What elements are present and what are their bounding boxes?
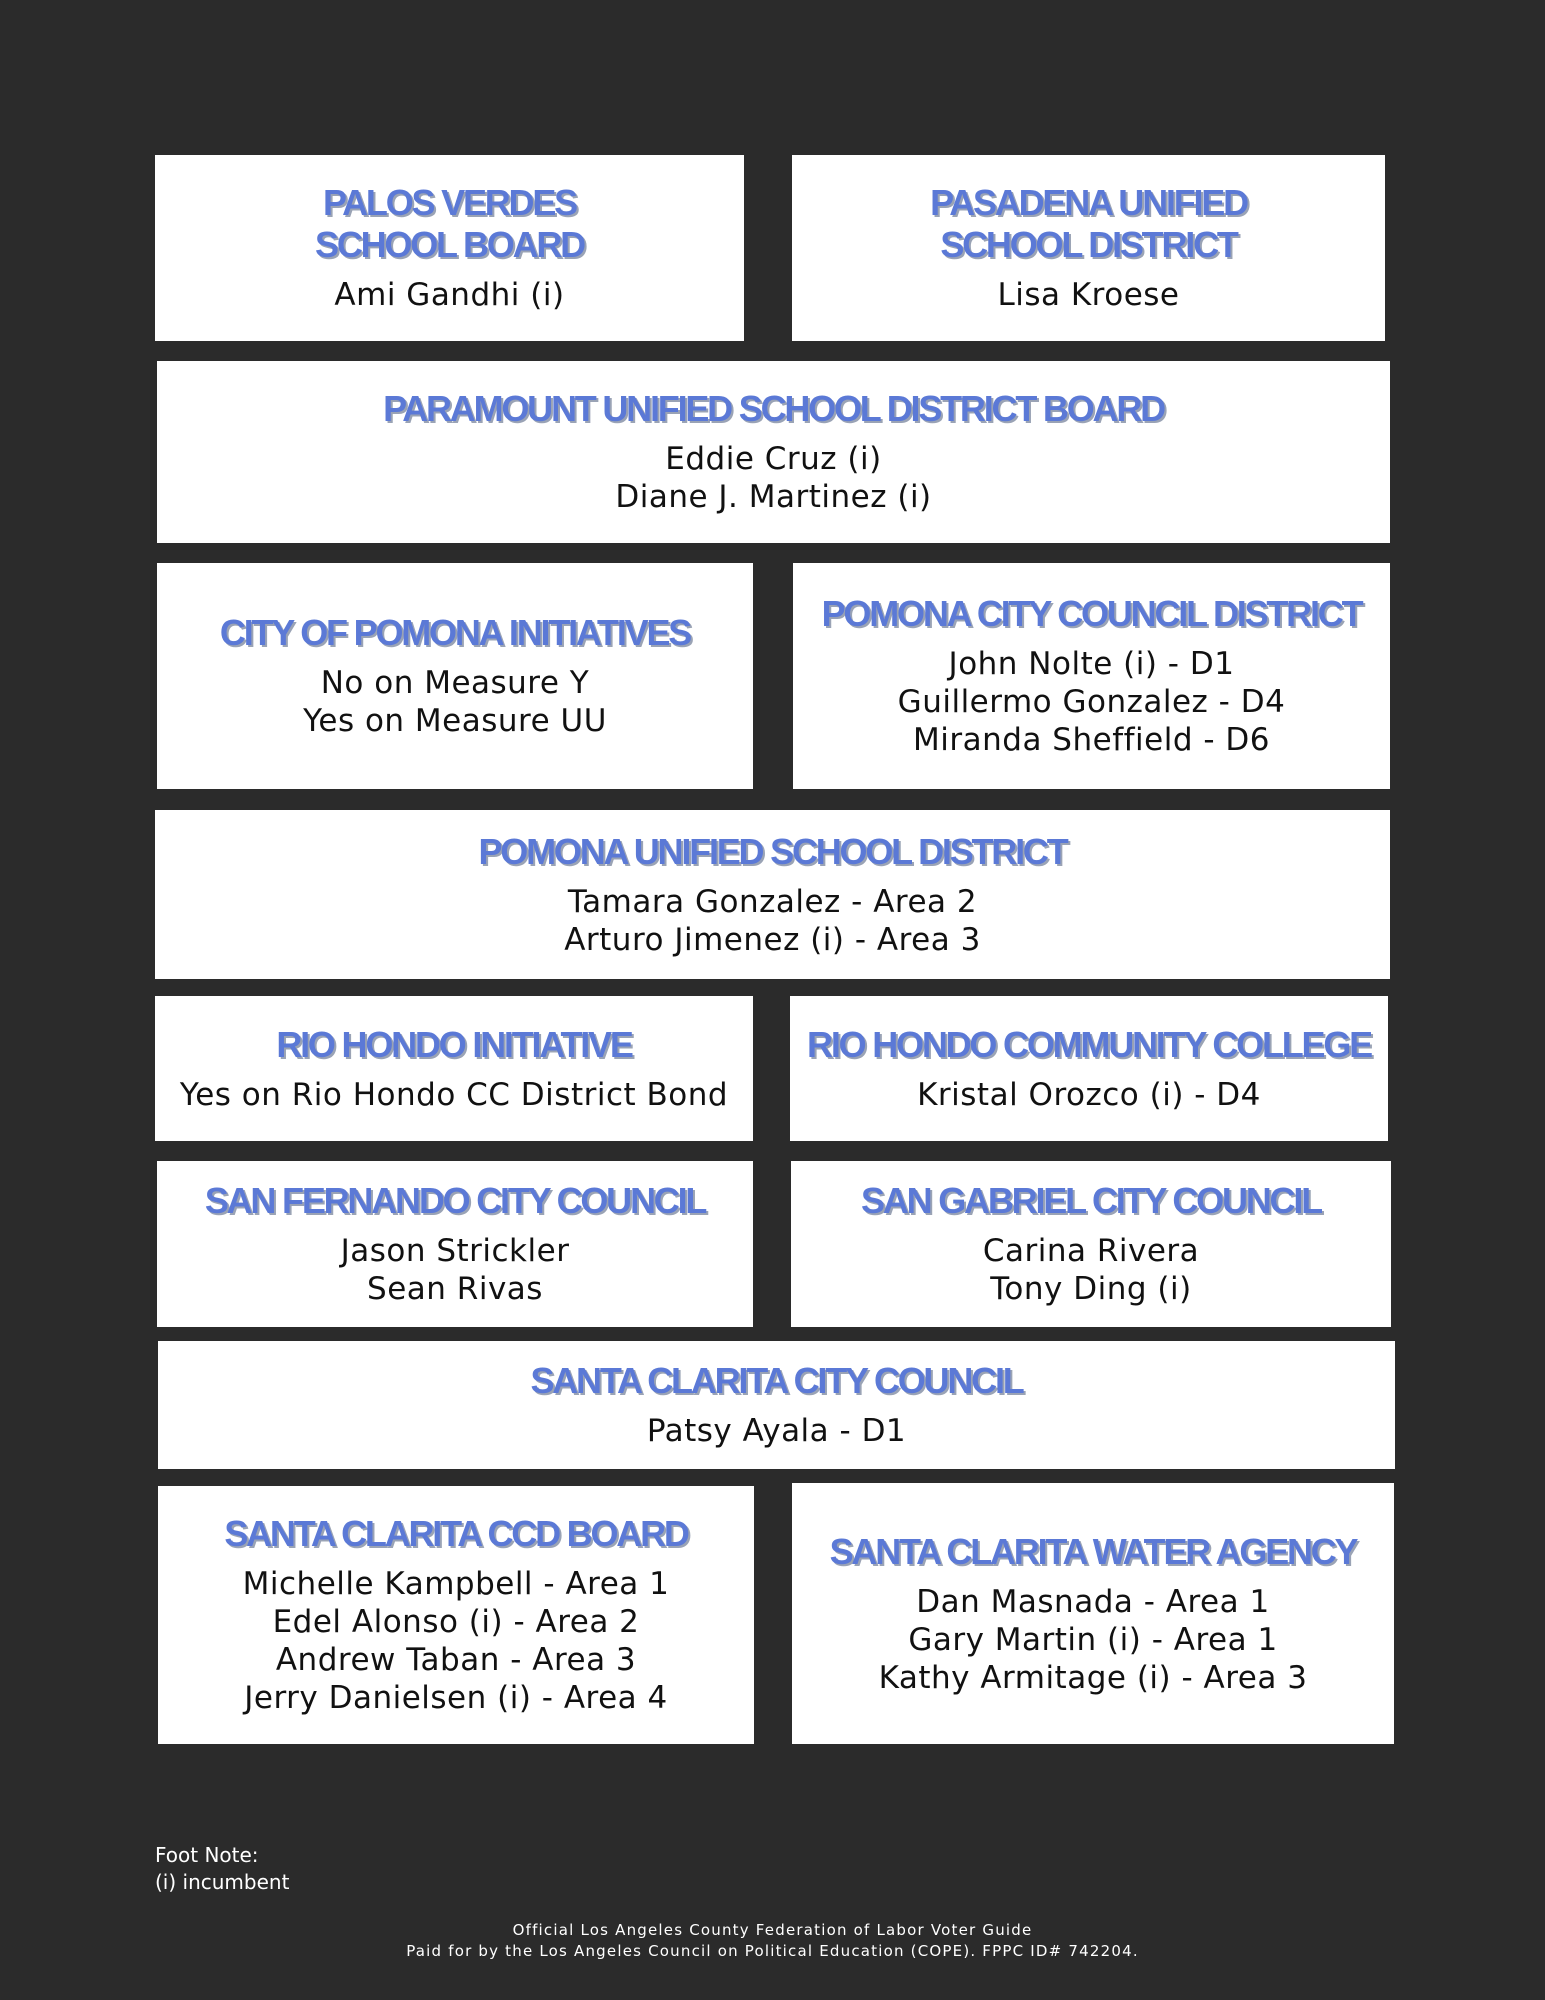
candidate-list	[334, 276, 564, 314]
candidate-line: Michelle Kampbell - Area 1	[242, 1566, 670, 1602]
measure-list	[303, 664, 607, 740]
card-title: PASADENA UNIFIED SCHOOL DISTRICT	[930, 182, 1247, 265]
candidate-line: Miranda Sheffield - D6	[913, 722, 1270, 758]
candidate-list	[983, 1232, 1199, 1308]
footer-line-2: Paid for by the Los Angeles Council on Political Education (COPE). FPPC ID# 742204.	[406, 1942, 1139, 1960]
candidate-list	[647, 1412, 906, 1450]
candidate-line: John Nolte (i) - D1	[948, 646, 1235, 682]
footnote-label: Foot Note:	[155, 1843, 259, 1867]
candidate-line: Andrew Taban - Area 3	[275, 1642, 637, 1678]
footer-line-1: Official Los Angeles County Federation of Labor Voter Guide	[512, 1921, 1033, 1939]
card-santa-clarita-ccd-board	[158, 1486, 754, 1744]
card-title: SAN GABRIEL CITY COUNCIL	[861, 1180, 1321, 1221]
card-title: SANTA CLARITA WATER AGENCY	[829, 1530, 1357, 1572]
candidate-list	[243, 1565, 670, 1717]
candidate-line: Lisa Kroese	[997, 277, 1180, 313]
card-title: SANTA CLARITA CCD BOARD	[224, 1513, 688, 1554]
card-paramount-unified-school-district-board	[157, 361, 1390, 543]
card-title: POMONA UNIFIED SCHOOL DISTRICT	[478, 830, 1067, 872]
candidate-line: Ami Gandhi (i)	[334, 277, 565, 313]
candidate-line: Jerry Danielsen (i) - Area 4	[244, 1680, 668, 1716]
card-santa-clarita-water-agency	[792, 1483, 1394, 1744]
card-palos-verdes-school-board	[155, 155, 744, 341]
candidate-line: Gary Martin (i) - Area 1	[908, 1621, 1278, 1658]
card-title: POMONA CITY COUNCIL DISTRICT	[821, 593, 1362, 634]
candidate-list	[997, 276, 1179, 314]
candidate-line: Dan Masnada - Area 1	[916, 1583, 1270, 1620]
candidate-line: Kristal Orozco (i) - D4	[917, 1076, 1261, 1113]
candidate-list	[564, 883, 981, 959]
card-title: SAN FERNANDO CITY COUNCIL	[204, 1180, 706, 1221]
card-title: SANTA CLARITA CITY COUNCIL	[530, 1360, 1023, 1401]
card-santa-clarita-city-council	[158, 1341, 1395, 1469]
card-title: PARAMOUNT UNIFIED SCHOOL DISTRICT BOARD	[383, 388, 1164, 429]
measure-line: No on Measure Y	[320, 665, 590, 701]
candidate-line: Tamara Gonzalez - Area 2	[567, 883, 978, 920]
measure-line: Yes on Measure UU	[303, 703, 607, 739]
card-title: RIO HONDO INITIATIVE	[276, 1023, 632, 1065]
card-pomona-city-council-district	[793, 563, 1390, 789]
footnote	[155, 1842, 289, 1896]
candidate-line: Edel Alonso (i) - Area 2	[272, 1604, 640, 1640]
candidate-line: Carina Rivera	[982, 1233, 1200, 1269]
candidate-line: Eddie Cruz (i)	[665, 441, 882, 477]
card-san-gabriel-city-council	[791, 1161, 1391, 1327]
candidate-list	[341, 1232, 570, 1308]
card-pomona-unified-school-district	[155, 810, 1390, 979]
candidate-line: Guillermo Gonzalez - D4	[897, 684, 1286, 720]
card-city-of-pomona-initiatives	[157, 563, 753, 789]
measure-list	[180, 1076, 728, 1114]
candidate-line: Kathy Armitage (i) - Area 3	[878, 1659, 1308, 1696]
footnote-text: (i) incumbent	[155, 1870, 290, 1894]
candidate-list	[615, 440, 931, 516]
card-title: RIO HONDO COMMUNITY COLLEGE	[807, 1023, 1371, 1065]
card-pasadena-unified-school-district	[792, 155, 1385, 341]
candidate-line: Sean Rivas	[367, 1271, 543, 1307]
candidate-list	[879, 1583, 1308, 1697]
candidate-list	[917, 1076, 1261, 1114]
card-title: PALOS VERDES SCHOOL BOARD	[315, 182, 584, 265]
candidate-line: Jason Strickler	[340, 1233, 570, 1269]
candidate-line: Diane J. Martinez (i)	[615, 479, 932, 515]
candidate-line: Tony Ding (i)	[990, 1271, 1192, 1307]
disclaimer-footer	[0, 1920, 1545, 1962]
candidate-line: Patsy Ayala - D1	[646, 1413, 907, 1449]
card-rio-hondo-initiative	[155, 996, 753, 1141]
card-san-fernando-city-council	[157, 1161, 753, 1327]
card-title: CITY OF POMONA INITIATIVES	[219, 612, 691, 653]
measure-line: Yes on Rio Hondo CC District Bond	[179, 1076, 729, 1113]
card-rio-hondo-community-college	[790, 996, 1388, 1141]
candidate-list	[898, 645, 1286, 759]
candidate-line: Arturo Jimenez (i) - Area 3	[564, 921, 981, 958]
